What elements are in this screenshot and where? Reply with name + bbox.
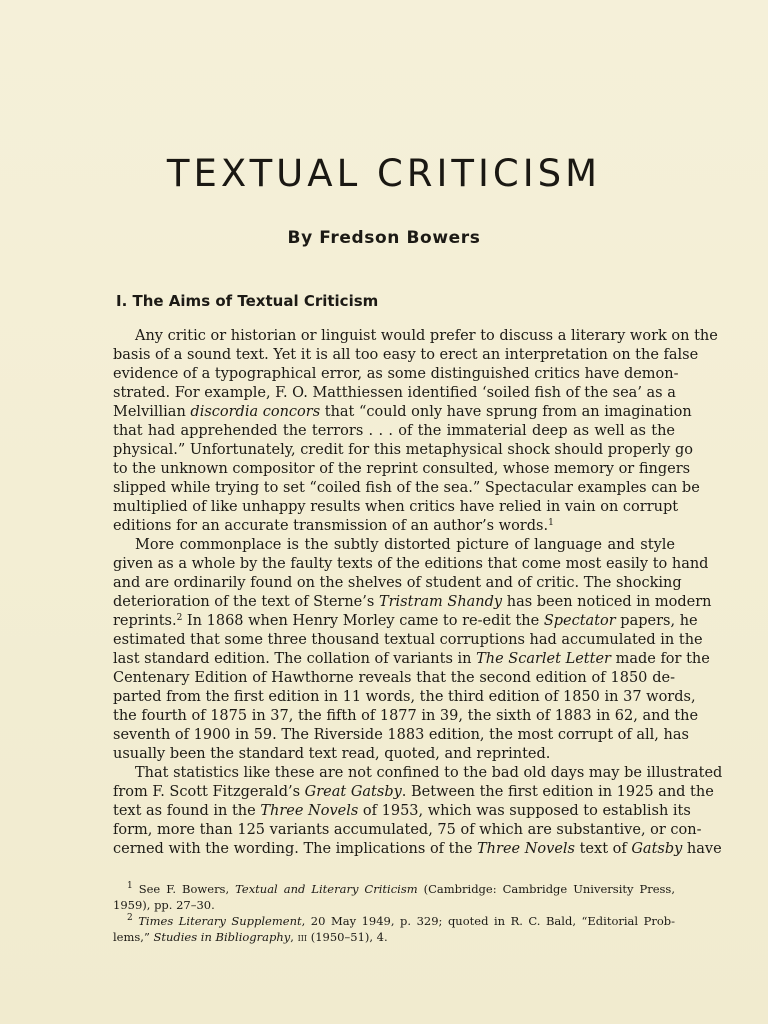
body-text <box>113 327 723 859</box>
text-line: from F. Scott Fitzgerald’s Great Gatsby. Between the first edition in 1925 and the <box>113 784 714 800</box>
italic-title: Spectator <box>543 613 616 629</box>
text-line: evidence of a typographical error, as some distinguished critics have demon- <box>113 366 679 382</box>
footnote-line: 1959), pp. 27–30. <box>113 898 215 912</box>
text-line: to the unknown compositor of the reprint consulted, whose memory or fingers <box>113 461 691 477</box>
footnote-ref-1[interactable]: 1 <box>548 518 554 528</box>
text-line: last standard edition. The collation of variants in The Scarlet Letter made for the <box>113 651 710 667</box>
paragraph-1 <box>113 327 718 536</box>
text-line: text as found in the Three Novels of 1953, which was supposed to establish its <box>113 803 691 819</box>
italic-title: Gatsby <box>631 841 683 857</box>
italic-title: Textual and Literary Criticism <box>235 882 418 896</box>
text-line: That statistics like these are not confined to the bad old days may be illustrated <box>135 765 723 781</box>
italic-phrase: discordia concors <box>190 404 321 420</box>
text-line: seventh of 1900 in 59. The Riverside 1883 edition, the most corrupt of all, has <box>113 727 689 743</box>
text-line: form, more than 125 variants accumulated, 75 of which are substantive, or con- <box>113 822 702 838</box>
text-line: physical.” Unfortunately, credit for this metaphysical shock should properly go <box>113 442 693 458</box>
footnote-marker: 1 <box>127 881 133 891</box>
text-line: basis of a sound text. Yet it is all too easy to erect an interpretation on the false <box>113 347 699 363</box>
text-line: given as a whole by the faulty texts of the editions that come most easily to hand <box>113 556 709 572</box>
text-line: that had apprehended the terrors . . . of the immaterial deep as well as the <box>113 423 675 439</box>
text-line: cerned with the wording. The implications of the Three Novels text of Gatsby have <box>113 841 722 857</box>
text-line: Centenary Edition of Hawthorne reveals that the second edition of 1850 de- <box>113 670 675 686</box>
article-title: TEXTUAL CRITICISM <box>166 152 602 195</box>
footnote-line: lems,” Studies in Bibliography, iii (1950–51), 4. <box>113 930 388 944</box>
footnote-ref-2[interactable]: 2 <box>176 613 183 623</box>
text-line: multiplied of like unhappy results when critics have relied in vain on corrupt <box>113 499 679 515</box>
text-line: slipped while trying to set “coiled fish of the sea.” Spectacular examples can be <box>113 480 700 496</box>
text-line: editions for an accurate transmission of an author’s words.$^1$ <box>113 518 554 534</box>
paragraph-3 <box>113 764 723 859</box>
text-line: and are ordinarily found on the shelves of student and of critic. The shocking <box>113 575 682 591</box>
text-line: strated. For example, F. O. Matthiessen identified ‘soiled fish of the sea’ as a <box>113 385 676 401</box>
volume-numeral: iii <box>297 930 308 944</box>
italic-title: Studies in Bibliography <box>153 930 291 944</box>
text-line: the fourth of 1875 in 37, the fifth of 1877 in 39, the sixth of 1883 in 62, and the <box>113 708 699 724</box>
text-line: estimated that some three thousand textual corruptions had accumulated in the <box>113 632 703 648</box>
italic-title: Tristram Shandy <box>378 594 503 610</box>
section-heading: I. The Aims of Textual Criticism <box>116 292 379 310</box>
italic-title: The Scarlet Letter <box>476 651 611 667</box>
text-line: parted from the first edition in 11 words, the third edition of 1850 in 37 words, <box>113 689 696 705</box>
text-line: Melvillian discordia concors that “could only have sprung from an imagination <box>113 404 692 420</box>
paragraph-2 <box>113 536 712 764</box>
footnotes <box>113 881 675 945</box>
text-line: Any critic or historian or linguist would prefer to discuss a literary work on the <box>135 328 718 344</box>
italic-title: Three Novels <box>477 841 575 857</box>
author-byline: By Fredson Bowers <box>287 228 481 248</box>
text-line: usually been the standard text read, quoted, and reprinted. <box>113 746 551 762</box>
text-line: deterioration of the text of Sterne’s Tristram Shandy has been noticed in modern <box>113 594 712 610</box>
footnote-2 <box>113 913 675 945</box>
text-line: reprints.$^2$ In 1868 when Henry Morley came to re-edit the Spectator papers, he <box>113 613 698 629</box>
italic-title: Great Gatsby <box>304 784 402 800</box>
footnote-marker: 2 <box>127 913 133 923</box>
footnote-line: $^2$ Times Literary Supplement, 20 May 1949, p. 329; quoted in R. C. Bald, “Editorial Prob- <box>127 913 676 928</box>
footnote-1 <box>113 881 675 913</box>
italic-title: Three Novels <box>260 803 359 819</box>
text-line: More commonplace is the subtly distorted picture of language and style <box>135 537 675 553</box>
footnote-line: $^1$ See F. Bowers, Textual and Literary Criticism (Cambridge: Cambridge University Press, <box>127 881 675 896</box>
italic-title: Times Literary Supplement <box>138 914 302 928</box>
